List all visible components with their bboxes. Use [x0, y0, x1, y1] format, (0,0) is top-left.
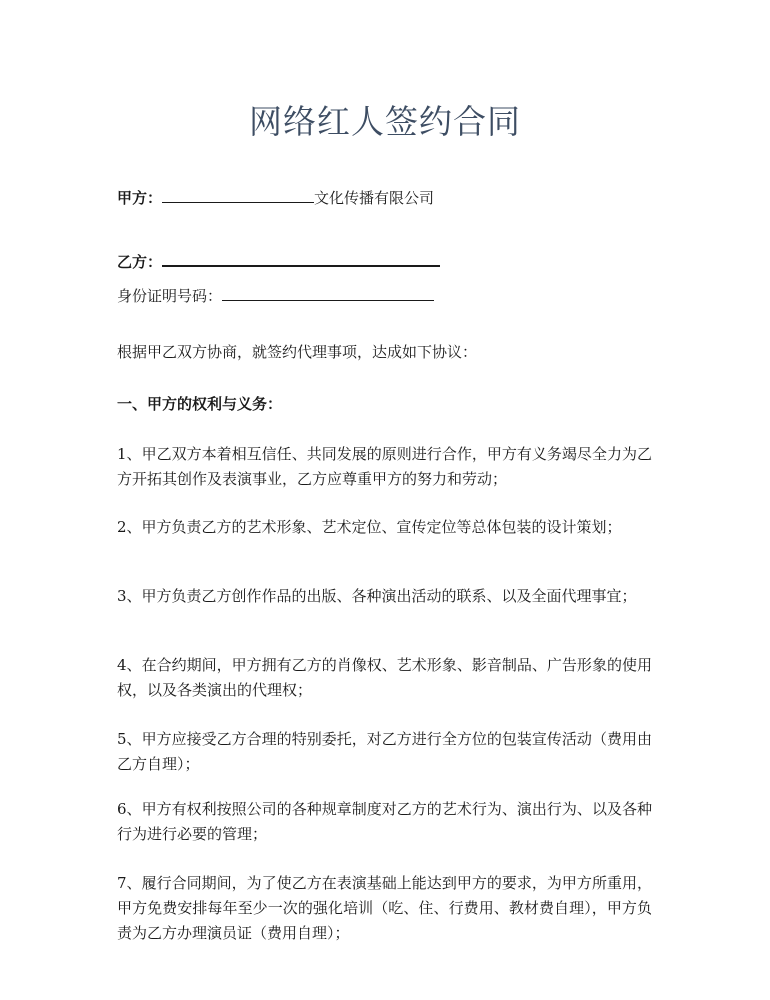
party-b-blank	[162, 249, 440, 267]
party-a-line	[117, 186, 434, 209]
id-number-blank	[222, 284, 434, 301]
clause-1: 1、甲乙双方本着相互信任、共同发展的原则进行合作，甲方有义务竭尽全力为乙方开拓其创作及表演事业，乙方应尊重甲方的努力和劳动；	[117, 445, 652, 488]
clause-6: 6、甲方有权利按照公司的各种规章制度对乙方的艺术行为、演出行为、以及各种行为进行必要的管理；	[117, 800, 652, 843]
clause-3: 3、甲方负责乙方创作作品的出版、各种演出活动的联系、以及全面代理事宜；	[117, 587, 637, 605]
clause-2: 2、甲方负责乙方的艺术形象、艺术定位、宣传定位等总体包装的设计策划；	[117, 518, 622, 536]
party-a-suffix: 文化传播有限公司	[314, 189, 435, 207]
id-number-label: 身份证明号码：	[117, 287, 223, 305]
section-1-heading: 一、甲方的权利与义务：	[117, 395, 283, 413]
party-b-line	[117, 249, 440, 273]
clause-5: 5、甲方应接受乙方合理的特别委托，对乙方进行全方位的包装宣传活动（费用由乙方自理）；	[117, 730, 652, 773]
id-number-line	[117, 284, 434, 307]
party-a-label: 甲方：	[117, 189, 163, 207]
document-title: 网络红人签约合同	[249, 102, 521, 141]
intro-text: 根据甲乙双方协商，就签约代理事项，达成如下协议：	[117, 343, 478, 361]
clause-4: 4、在合约期间，甲方拥有乙方的肖像权、艺术形象、影音制品、广告形象的使用权，以及各类演出的代理权；	[117, 656, 652, 699]
clause-7: 7、履行合同期间，为了使乙方在表演基础上能达到甲方的要求，为甲方所重用，甲方免费安排每年至少一次的强化培训（吃、住、行费用、教材费自理），甲方负责为乙方办理演员证（费用自理）；	[117, 874, 652, 942]
party-b-label: 乙方：	[117, 253, 163, 271]
party-a-blank	[162, 186, 314, 203]
